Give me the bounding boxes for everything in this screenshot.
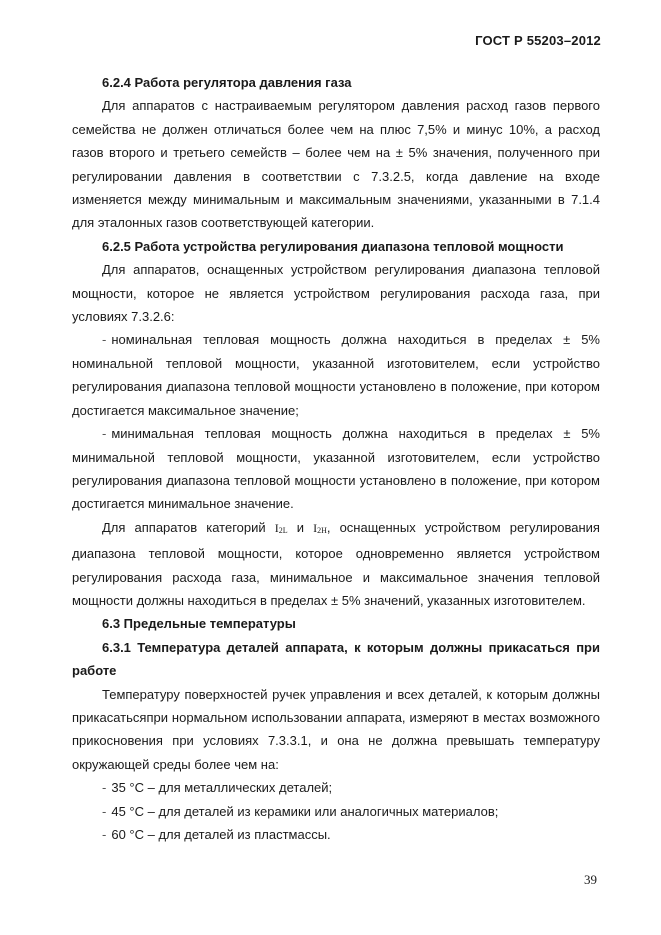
category-subscript: 2L	[278, 525, 288, 535]
list-item-text: 45 °С – для деталей из керамики или аналогичных материалов;	[111, 803, 499, 819]
section-6-2-5-category-paragraph	[72, 516, 600, 613]
document-header-id: ГОСТ Р 55203–2012	[475, 33, 601, 48]
list-item-text: 60 °С – для деталей из пластмассы.	[111, 827, 331, 842]
section-6-2-5-list-item-2	[72, 422, 600, 516]
category-i2h	[313, 521, 327, 535]
temperature-list-item	[72, 823, 600, 846]
dash-marker: -	[102, 827, 107, 842]
category-i2l	[275, 521, 288, 535]
dash-marker: -	[102, 780, 107, 796]
category-rest: , оснащенных устройством регулирования диапазона тепловой мощности, которое одновременно является устройством регулирования расхода газа, минимальное и максимальное значения тепловой мощности должны находиться в пределах ± 5% значений, указанных изготовителем.	[72, 519, 600, 608]
category-intro: Для аппаратов категорий	[102, 519, 266, 535]
list-item-text: номинальная тепловая мощность должна находиться в пределах ± 5% номинальной тепловой мощности, указанной изготовителем, если устройство регулирования диапазона тепловой мощности установлено в положение, при котором достигается максимальное значение;	[72, 332, 600, 418]
temperature-list-item	[72, 776, 600, 799]
section-6-2-5-list-item-1	[72, 328, 600, 422]
section-6-3-heading: 6.3 Предельные температуры	[102, 616, 296, 632]
category-base: I	[274, 520, 279, 535]
section-6-2-4-paragraph: Для аппаратов с настраиваемым регулятором давления расход газов первого семейства не должен отличаться более чем на плюс 7,5% и минус 10%, а расход газов второго и третьего семейств – более чем на ± 5% значения, полученного при регулировании давления в соответствии с 7.3.2.5, когда давление на входе изменяется между минимальным и максимальным значениями, указанными в 7.1.4 для эталонных газов соответствующей категории.	[72, 98, 600, 231]
section-6-3-1-paragraph: Температуру поверхностей ручек управления и всех деталей, к которым должны прикасатьсяпри нормальном использовании аппарата, измеряют в местах возможного прикосновения при условиях 7.3.3.1, и она не должна превышать температуру окружающей среды более чем на:	[72, 686, 600, 772]
temperature-list-item	[72, 800, 600, 823]
dash-marker: -	[102, 332, 107, 348]
dash-marker: -	[102, 426, 107, 442]
section-6-2-5-paragraph: Для аппаратов, оснащенных устройством регулирования диапазона тепловой мощности, которое не является устройством регулирования расхода газа, при условиях 7.3.2.6:	[72, 262, 600, 325]
section-6-2-4-heading: 6.2.4 Работа регулятора давления газа	[102, 75, 352, 90]
page-number: 39	[584, 872, 597, 887]
document-body	[72, 71, 600, 846]
dash-marker: -	[102, 803, 107, 819]
category-subscript: 2H	[317, 525, 327, 535]
list-item-text: минимальная тепловая мощность должна находиться в пределах ± 5% минимальной тепловой мощности, указанной изготовителем, если устройство регулирования диапазона тепловой мощности установлено в положение, при котором достигается минимальное значение.	[72, 426, 600, 512]
list-item-text: 35 °С – для металлических деталей;	[111, 780, 333, 796]
category-and: и	[296, 519, 304, 535]
section-6-3-1-heading: 6.3.1 Температура деталей аппарата, к которым должны прикасаться при работе	[72, 639, 600, 679]
category-base: I	[313, 520, 318, 535]
section-6-2-5-heading: 6.2.5 Работа устройства регулирования диапазона тепловой мощности	[102, 238, 564, 254]
